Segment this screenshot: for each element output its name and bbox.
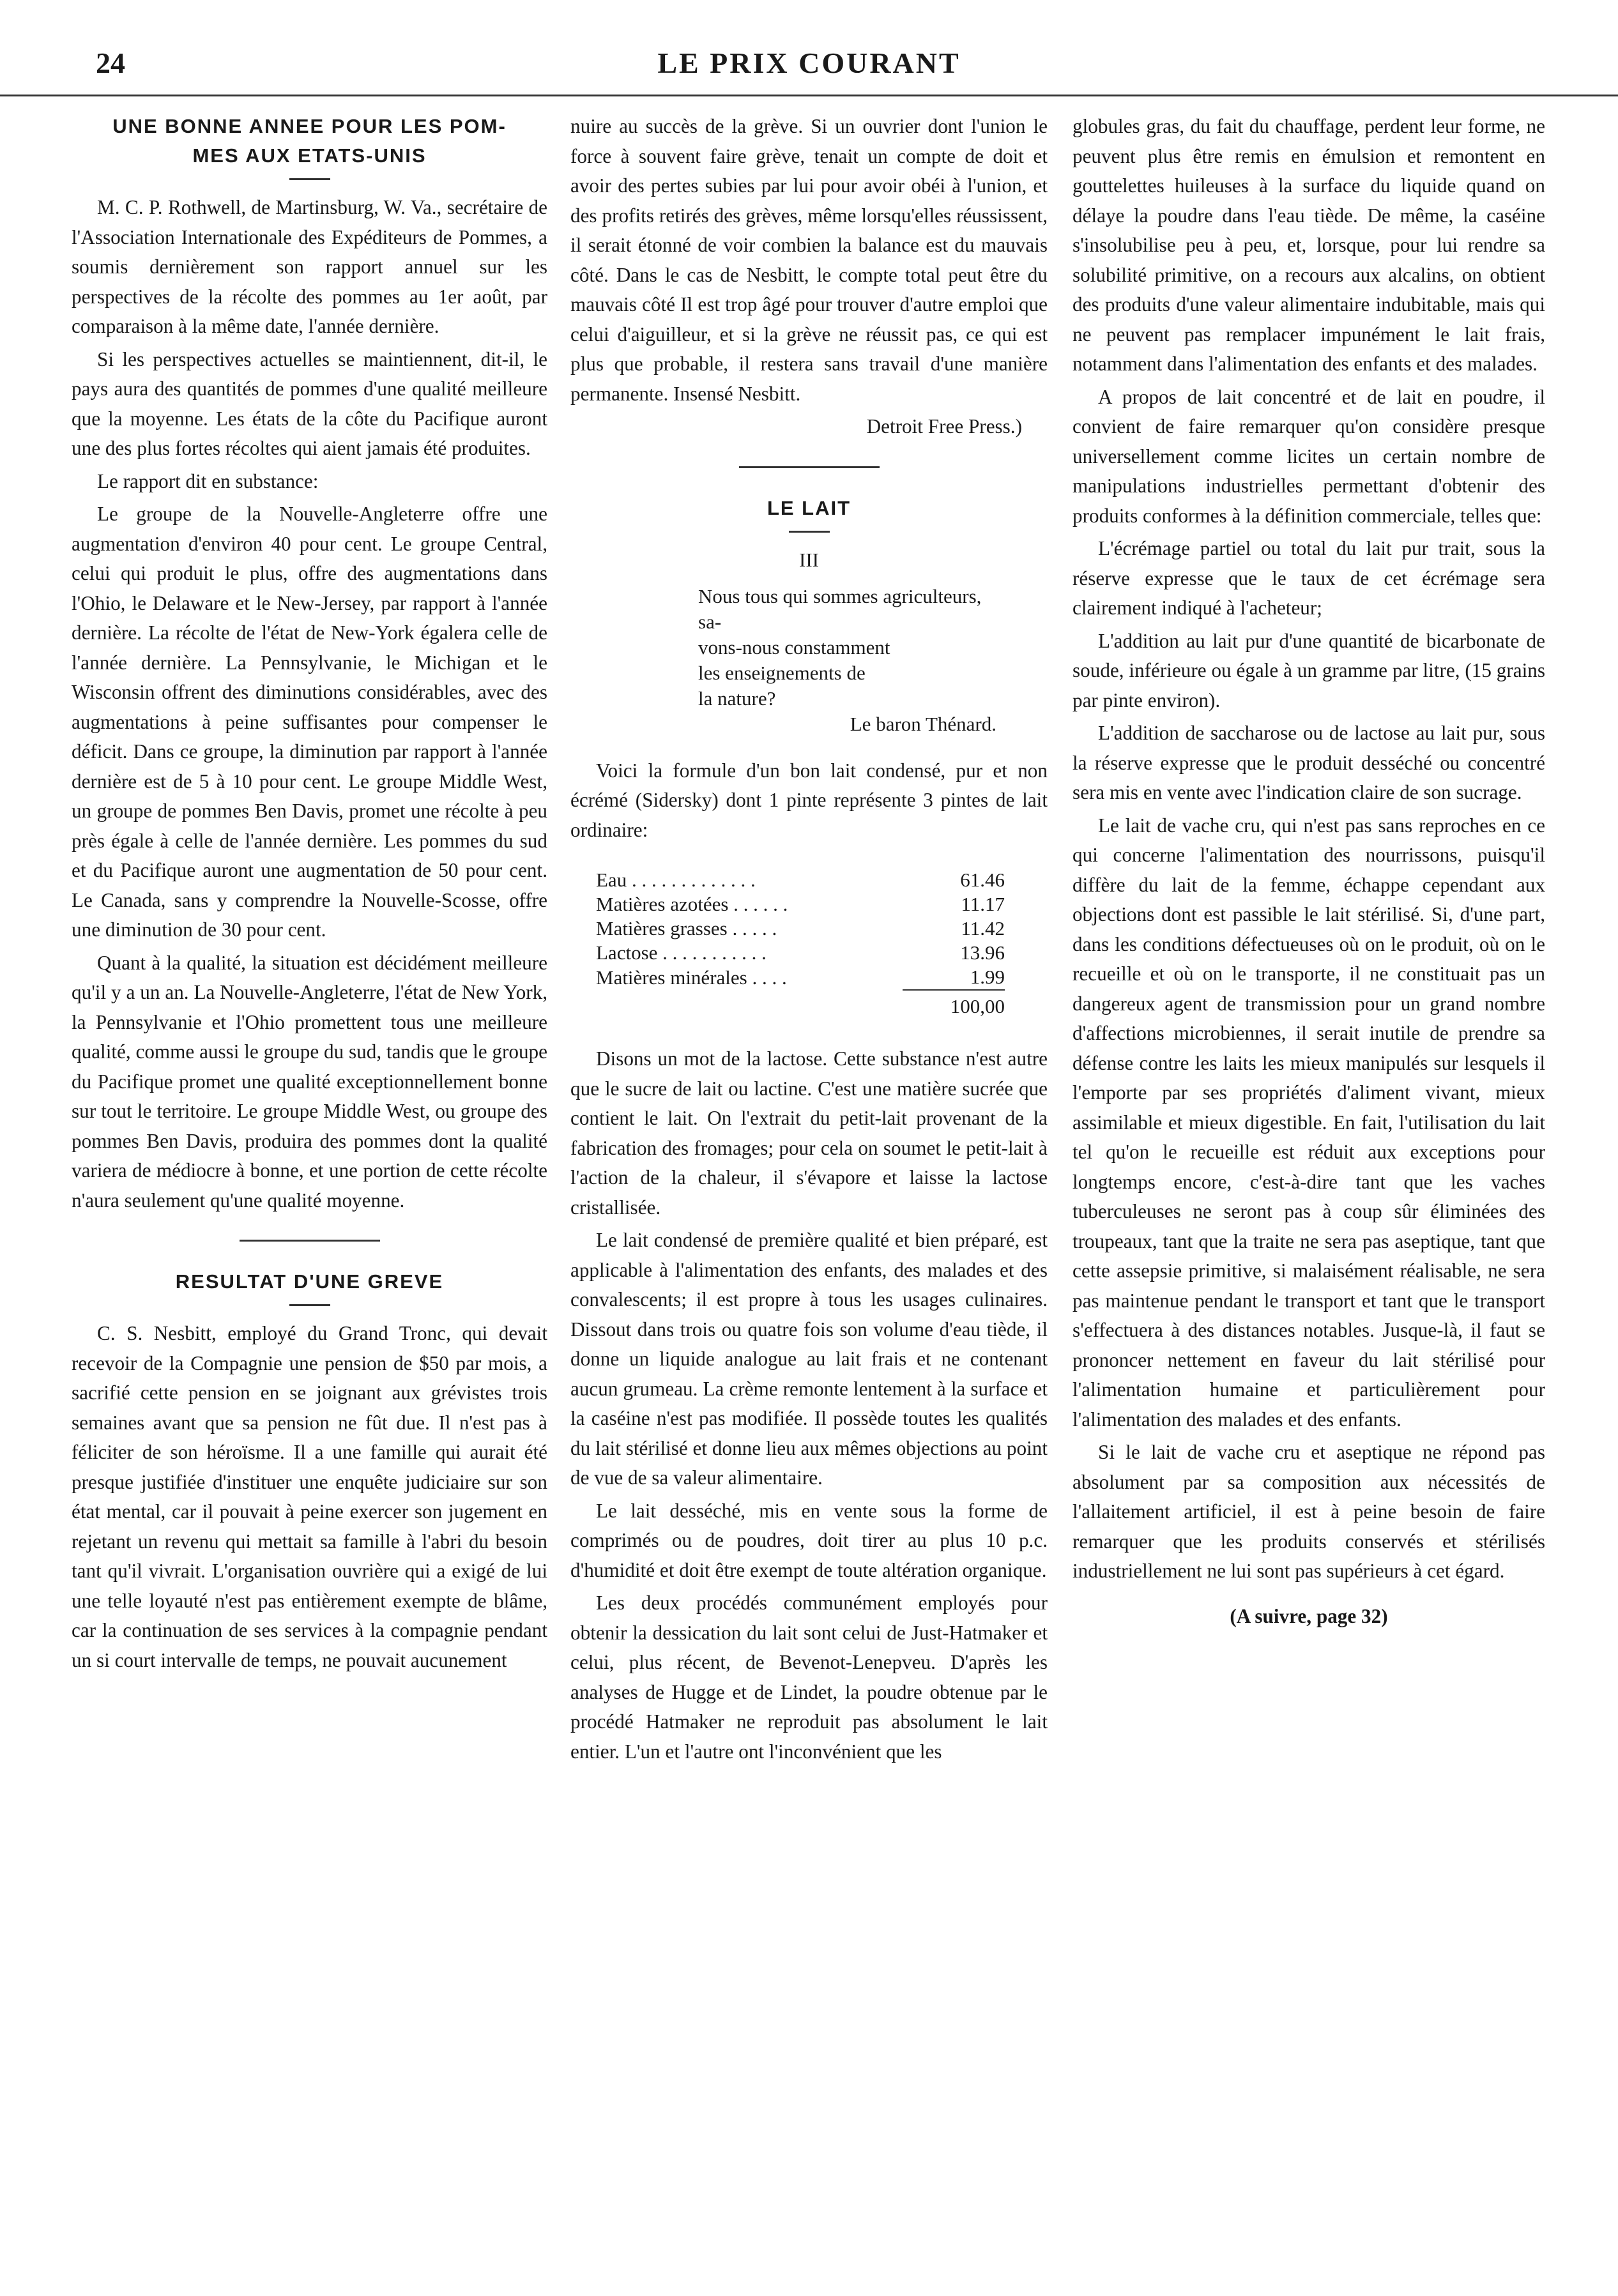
continued-notice: (A suivre, page 32)	[1230, 1604, 1388, 1627]
paragraph: L'addition de saccharose ou de lactose au lait pur, sous la réserve expresse que le produit desséché ou concentré sera mis en vente avec l'indication claire de son sucrage.	[1072, 722, 1545, 803]
component-name: Lactose . . . . . . . . . . .	[596, 941, 767, 964]
article-title-apples-line1: UNE BONNE ANNEE POUR LES POM-	[112, 115, 507, 137]
paragraph: C. S. Nesbitt, employé du Grand Tronc, qui devait recevoir de la Compagnie une pension de $50 par mois, a sacrifié cette pension en se joignant aux grévistes trois semaines avant que sa pension ne fût due. Il n'est pas à féliciter de son héroïsme. Il a une famille qui aurait été presque justifiée d'instituer une enquête judiciaire sur son état mental, car il pouvait à peine exercer son jugement en rejetant un revenu qui mettait sa famille à l'abri du besoin tant qu'il vivrait. L'organisation ouvrière qui a exigé de lui une telle loyauté n'est pas entièrement exempte de blâme, car la continuation de ses services à la compagnie pendant un si court intervalle de temps, ne pouvait aucunement	[72, 1322, 547, 1671]
article-title-milk: LE LAIT	[767, 496, 851, 519]
table-row-total	[596, 990, 1005, 1019]
article-title-apples	[72, 112, 547, 171]
component-value: 13.96	[960, 941, 1005, 964]
paragraph: Quant à la qualité, la situation est décidément meilleure qu'il y a un an. La Nouvelle-Angleterre, l'état de New York, la Pennsylvanie et l'Ohio promettent tous une meilleure qualité, comme aussi le groupe du sud, tandis que le groupe du Pacifique promet une qualité exceptionnellement bonne sur tout le territoire. Le groupe Middle West, ou groupe des pommes Ben Davis, produira des pommes dont la qualité variera de médiocre à bonne, et une portion de cette récolte n'aura seulement qu'une qualité moyenne.	[72, 951, 547, 1212]
paragraph: Le lait desséché, mis en vente sous la forme de comprimés ou de poudres, doit tirer au plus 10 p.c. d'humidité et doit être exempt de toute altération organique.	[570, 1499, 1048, 1581]
title-rule	[289, 178, 330, 180]
table-row	[596, 916, 1005, 941]
component-name: Matières minérales . . . .	[596, 966, 787, 989]
page-number: 24	[96, 47, 125, 79]
paragraph: L'écrémage partiel ou total du lait pur trait, sous la réserve expresse que le taux de cet écrémage sera clairement indiqué à l'acheteur;	[1072, 537, 1545, 619]
paragraph: Les deux procédés communément employés pour obtenir la dessication du lait sont celui de Just-Hatmaker et celui, plus récent, de Bevenot-Lenepveu. D'après les analyses de Hugge et de Lindet, la poudre obtenue par le procédé Hatmaker ne reproduit pas absolument le lait entier. L'un et l'autre ont l'inconvénient que les	[570, 1592, 1048, 1763]
component-name: Matières azotées . . . . . .	[596, 893, 788, 915]
paragraph: Le lait condensé de première qualité et bien préparé, est applicable à l'alimentation des enfants, des malades et des convalescents; il est propre à tous les usages culinaires. Dissout dans trois ou quatre fois son volume d'eau tiède, il donne un liquide analogue au lait frais et ne contenant aucun grumeau. La crème remonte lentement à la surface et la caséine n'est pas modifiée. Il possède toutes les qualités du lait stérilisé et donne lieu aux mêmes objections au point de vue de sa valeur alimentaire.	[570, 1229, 1048, 1489]
article-title-apples-line2: MES AUX ETATS-UNIS	[192, 144, 427, 167]
component-value: 1.99	[970, 966, 1005, 988]
page-header	[0, 0, 1618, 96]
column-3	[1072, 112, 1545, 1634]
table-row	[596, 868, 1005, 892]
title-rule	[289, 1304, 330, 1306]
epigraph-line: les enseignements de	[698, 661, 866, 684]
component-name-empty	[596, 990, 903, 1019]
paragraph: Si les perspectives actuelles se maintiennent, dit-il, le pays aura des quantités de pommes d'une qualité meilleure que la moyenne. Les états de la côte du Pacifique auront une des plus fortes récoltes qui aient jamais été produites.	[72, 347, 547, 459]
composition-total: 100,00	[903, 990, 1005, 1019]
paragraph: Le groupe de la Nouvelle-Angleterre offre une augmentation d'environ 40 pour cent. Le groupe Central, celui qui produit le plus, offre des augmentations dans l'Ohio, le Delaware et le New-Jersey, par rapport à l'année dernière. La récolte de l'état de New-York égalera celle de l'année dernière. La Pennsylvanie, le Michigan et le Wisconsin offrent des diminutions considérables, avec des augmentations à peine suffisantes pour compenser le déficit. Dans ce groupe, la diminution par rapport à l'année dernière est de 5 à 10 pour cent. Le groupe Middle West, un groupe de pommes Ben Davis, promet une récolte à peu près égale à celle de l'année dernière. Les pommes du sud et du Pacifique auront une augmentation de 50 pour cent. Le Canada, sans y comprendre la Nouvelle-Scosse, offre une diminution de 30 pour cent.	[72, 503, 547, 941]
paragraph-continuation: nuire au succès de la grève. Si un ouvrier dont l'union le force à souvent faire grève, tenait un compte de doit et avoir des pertes subies par lui pour avoir obéi à l'union, et des profits retirés des grèves, même lorsqu'elles réussissent, il serait étonné de voir combien la balance est du mauvais côté. Dans le cas de Nesbitt, le compte total peut être du mauvais côté Il est trop âgé pour trouver d'autre emploi que celui d'aiguilleur, et si la grève ne réussit pas, ce qui est plus que probable, il restera sans travail d'une manière permanente. Insensé Nesbitt.	[570, 115, 1048, 405]
composition-table	[596, 868, 1005, 1019]
epigraph-line: vons-nous constamment	[698, 635, 890, 658]
paragraph: M. C. P. Rothwell, de Martinsburg, W. Va., secrétaire de l'Association Internationale des Expéditeurs de Pommes, a soumis dernièrement son rapport annuel sur les perspectives de la récolte des pommes au 1er août, par comparaison à la même date, l'année dernière.	[72, 196, 547, 337]
epigraph-author: Le baron Thénard.	[850, 712, 996, 735]
component-name: Eau . . . . . . . . . . . . .	[596, 869, 756, 891]
journal-title: LE PRIX COURANT	[657, 47, 961, 79]
paragraph: Voici la formule d'un bon lait condensé, pur et non écrémé (Sidersky) dont 1 pinte représente 3 pintes de lait ordinaire:	[570, 759, 1048, 841]
header-rule	[0, 95, 1618, 96]
paragraph: A propos de lait concentré et de lait en poudre, il convient de faire remarquer qu'on considère presque universellement comme licites un certain nombre de manipulations industrielles permettant d'obtenir des produits conformes à la définition commerciale, telles que:	[1072, 385, 1545, 527]
article-separator	[240, 1240, 380, 1242]
paragraph: L'addition au lait pur d'une quantité de bicarbonate de soude, inférieure ou égale à un gramme par litre, (15 grains par pinte environ).	[1072, 629, 1545, 711]
paragraph: Si le lait de vache cru et aseptique ne répond pas absolument par sa composition aux nécessités de l'allaitement artificiel, il est à peine besoin de faire remarquer que les produits conservés et stérilisés industriellement ne lui sont pas supérieurs à cet égard.	[1072, 1441, 1545, 1582]
article-title-strike: RESULTAT D'UNE GREVE	[175, 1270, 444, 1293]
table-row	[596, 965, 1005, 990]
component-value: 11.17	[961, 893, 1005, 915]
section-number: III	[799, 548, 819, 571]
table-row	[596, 892, 1005, 916]
paragraph: Le rapport dit en substance:	[97, 469, 319, 492]
paragraph: Disons un mot de la lactose. Cette substance n'est autre que le sucre de lait ou lactine. C'est une matière sucrée que contient le lait. On l'extrait du petit-lait provenant de la fabrication des fromages; pour cela on soumet le petit-lait à l'action de la chaleur, il s'évapore et laisse la lactose cristallisée.	[570, 1047, 1048, 1219]
paragraph: Le lait de vache cru, qui n'est pas sans reproches en ce qui concerne l'alimentation des nourrissons, puisqu'il diffère du lait de la femme, échappe cependant aux objections dont est passible le lait stérilisé. Si, d'une part, dans les conditions défectueuses où on le produit, où on le recueille et où on le transporte, il ne constituait pas un dangereux agent de transmission pour un grand nombre d'affections microbiennes, il serait inutile de prendre sa défense contre les laits les mieux manipulés sur lesquels il l'emporte par ses propriétés d'aliment vivant, mieux assimilable et mieux digestible. En fait, l'utilisation du lait tel qu'on le recueille est réduit aux exceptions pour longtemps encore, c'est-à-dire tant que les vaches tuberculeuses ne seront pas à coup sûr éliminées des troupeaux, tant que la traite ne sera pas aseptique, tant que cette assepsie primitive, si malaisément réalisable, ne sera pas maintenue pendant le transport et tant que le transport s'effectuera à des distances notables. Jusque-là, il faut se prononcer nettement en faveur du lait stérilisé pour l'alimentation humaine et particulièrement pour l'alimentation des malades et des enfants.	[1072, 814, 1545, 1431]
article-separator	[739, 466, 880, 468]
epigraph	[698, 584, 996, 737]
source-credit: Detroit Free Press.)	[866, 415, 1022, 437]
column-2	[570, 112, 1048, 1770]
component-value: 11.42	[961, 917, 1005, 939]
component-value: 61.46	[960, 869, 1005, 891]
component-name: Matières grasses . . . . .	[596, 917, 777, 939]
epigraph-line: la nature?	[698, 687, 776, 710]
table-row	[596, 941, 1005, 965]
title-rule	[789, 531, 830, 533]
column-1	[72, 112, 547, 1678]
paragraph: globules gras, du fait du chauffage, perdent leur forme, ne peuvent plus être remis en émulsion et remontent en gouttelettes huileuses à la surface du liquide quand on délaye la poudre dans l'eau tiède. De même, la caséine s'insolubilise peu à peu, et, lorsque, pour lui rendre sa solubilité primitive, on a recours aux alcalins, on obtient des produits d'une valeur alimentaire indubitable, mais qui ne peuvent pas remplacer impunément le lait frais, notamment dans l'alimentation des enfants et des malades.	[1072, 115, 1545, 375]
epigraph-line: Nous tous qui sommes agriculteurs, sa-	[698, 584, 982, 633]
